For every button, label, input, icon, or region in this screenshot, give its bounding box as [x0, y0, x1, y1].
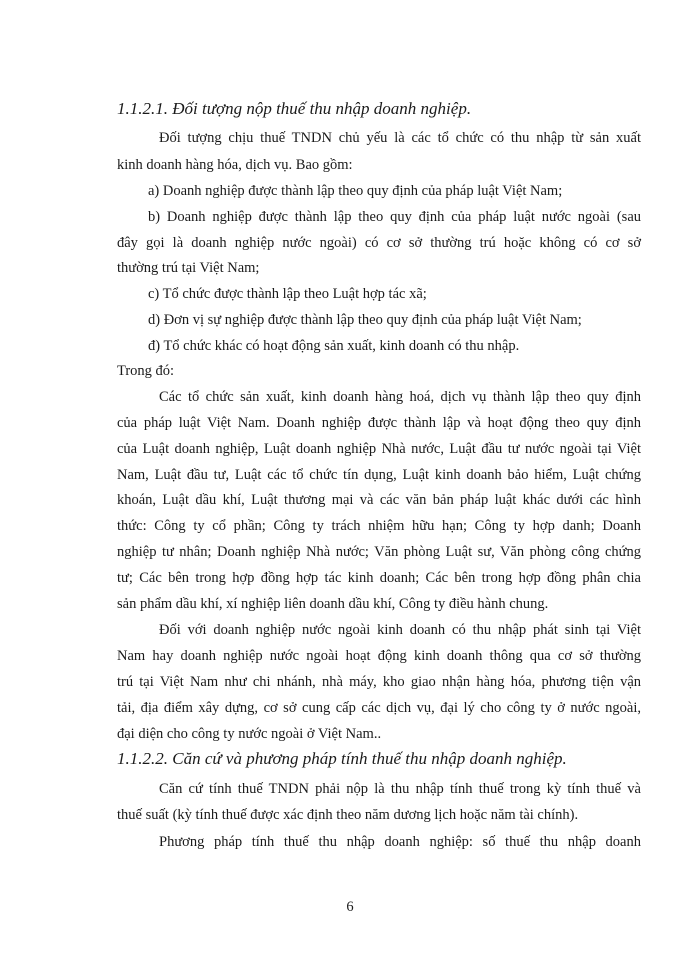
list-item-a: a) Doanh nghiệp được thành lập theo quy định của pháp luật Việt Nam;	[148, 183, 563, 199]
page-number: 6	[346, 899, 354, 915]
paragraph-line: Đối với doanh nghiệp nước ngoài kinh doanh có thu nhập phát sinh tại Việt	[159, 622, 641, 638]
paragraph-line: nghiệp tư nhân; Doanh nghiệp Nhà nước; Văn phòng Luật sư, Văn phòng công chứng	[117, 544, 641, 560]
list-item-d: d) Đơn vị sự nghiệp được thành lập theo quy định của pháp luật Việt Nam;	[148, 312, 582, 328]
label-trong-do: Trong đó:	[117, 363, 175, 379]
list-item-c: c) Tổ chức được thành lập theo Luật hợp tác xã;	[148, 286, 427, 302]
paragraph-line: tư; Các bên trong hợp đồng hợp tác kinh doanh; Các bên trong hợp đồng phân chia	[117, 570, 641, 586]
list-item-dd: đ) Tổ chức khác có hoạt động sản xuất, kinh doanh có thu nhập.	[148, 338, 520, 354]
paragraph-line: của Luật doanh nghiệp, Luật doanh nghiệp Nhà nước, Luật đầu tư nước ngoài tại Việt	[117, 441, 641, 457]
paragraph-line: Nam, Luật đầu tư, Luật các tổ chức tín dụng, Luật kinh doanh bảo hiểm, Luật chứng	[117, 467, 641, 483]
paragraph-line: tải, địa điểm xây dựng, cơ sở cung cấp các dịch vụ, đại lý cho công ty ở nước ngoài,	[117, 700, 641, 716]
list-item-b-line: đây gọi là doanh nghiệp nước ngoài) có cơ sở thường trú hoặc không có cơ sở	[117, 235, 641, 251]
paragraph-line: Nam hay doanh nghiệp nước ngoài hoạt động kinh doanh thông qua cơ sở thường	[117, 648, 641, 664]
section-heading-1-1-2-2: 1.1.2.2. Căn cứ và phương pháp tính thuế thu nhập doanh nghiệp.	[117, 749, 567, 768]
paragraph-line: đại diện cho công ty nước ngoài ở Việt Nam..	[117, 726, 382, 742]
paragraph-line: sản phẩm dầu khí, xí nghiệp liên doanh dầu khí, Công ty điều hành chung.	[117, 596, 549, 612]
paragraph-line: của pháp luật Việt Nam. Doanh nghiệp được thành lập và hoạt động theo quy định	[117, 415, 641, 431]
paragraph-line: trú tại Việt Nam như chi nhánh, nhà máy, kho giao nhận hàng hóa, phương tiện vận	[117, 674, 641, 690]
list-item-b: b) Doanh nghiệp được thành lập theo quy định của pháp luật nước ngoài (sau	[148, 209, 641, 225]
paragraph-line: Đối tượng chịu thuế TNDN chủ yếu là các tổ chức có thu nhập từ sản xuất	[159, 130, 641, 146]
paragraph-line: thuế suất (kỳ tính thuế được xác định theo năm dương lịch hoặc năm tài chính).	[117, 807, 579, 823]
paragraph-line: Các tổ chức sản xuất, kinh doanh hàng hoá, dịch vụ thành lập theo quy định	[159, 389, 641, 405]
list-item-b-line: thường trú tại Việt Nam;	[117, 260, 260, 276]
paragraph-line: Căn cứ tính thuế TNDN phải nộp là thu nhập tính thuế trong kỳ tính thuế và	[159, 781, 641, 797]
paragraph-line: kinh doanh hàng hóa, dịch vụ. Bao gồm:	[117, 157, 353, 173]
paragraph-line: khoán, Luật dầu khí, Luật thương mại và các văn bản pháp luật khác dưới các hình	[117, 492, 641, 508]
paragraph-line: Phương pháp tính thuế thu nhập doanh nghiệp: số thuế thu nhập doanh	[159, 834, 641, 850]
section-heading-1-1-2-1: 1.1.2.1. Đối tượng nộp thuế thu nhập doanh nghiệp.	[117, 99, 472, 118]
paragraph-line: thức: Công ty cổ phần; Công ty trách nhiệm hữu hạn; Công ty hợp danh; Doanh	[117, 518, 641, 534]
